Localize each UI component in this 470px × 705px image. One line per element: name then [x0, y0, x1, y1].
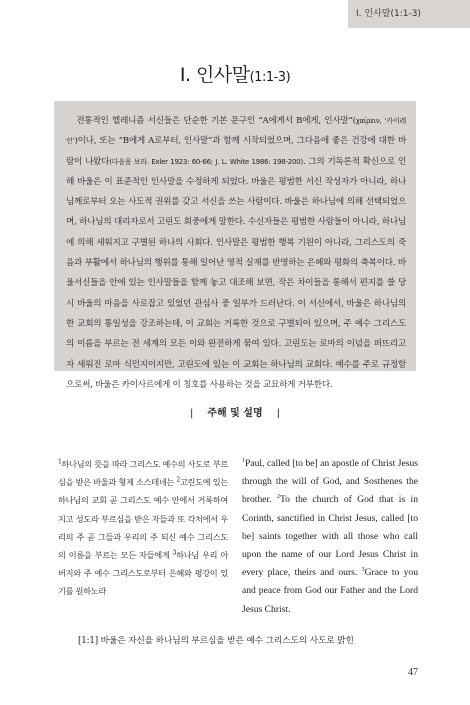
- english-scripture-column: [242, 455, 418, 619]
- heading-bar-right: |: [276, 408, 280, 419]
- english-verse-2: To the church of God that is in Corinth, sanctified in Christ Jesus, called [to be] saints together with all those who call upon the name of our Lord Jesus Christ in every place, theirs and ours.: [242, 494, 418, 579]
- chapter-title-main: I. 인사말: [179, 64, 250, 86]
- intro-greek-word: χαίρειν, ‘카이레인’: [66, 117, 406, 146]
- english-verse-1: Paul, called [to be] an apostle of Christ Jesus through the will of God, and Sosthenes the brother.: [242, 458, 418, 506]
- intro-text-c: . 그의 기독론적 확신으로 인해 바울은 이 표준적인 인사말을 수정하게 되었다. 바울은 평범한 서신 작성자가 아니라, 하나님께로부터 오는 사도적 권위를 갖고 서신을 쓰는 사람이다. 바울은 하나님에 의해 선택되었으며, 하나님의 대리자로서 고린도 회중에게 말한다. 수신자들은 평범한 사람들이 아니라, 하나님에 의해 세워지고 구별된 하나의 사회다. 인사말은 평범한 행복 기원이 아니라, 그리스도의 죽음과 부활에서 하나님의 행위를 통해 일어난 영적 실재를 반영하는 은혜와 평화의 축복이다. 바울서신들을 안에 있는 인사말들을 함께 놓고 대조해 보면, 작은 차이들을 통해서 편지를 쓸 당시 바울의 마음을 사로잡고 있었던 관심사 중 일부가 드러난다. 이 서신에서, 바울은 하나님의 한 교회의 통일성을 강조하는데, 이 교회는 거룩한 것으로 구별되어 있으며, 주 예수 그리스도의 이름을 부르는 전 세계의 모든 이와 완전하게 묶여 있다. 고린도는 로마의 이념을 퍼뜨리고자 세워진 로마 식민지이지만, 고린도에 있는 이 교회는 하나님의 교회다. 예수를 주로 규정함으로써, 바울은 카이사르에게 이 칭호를 사용하는 것을 교묘하게 거부한다.: [66, 156, 406, 390]
- heading-bar-left: |: [189, 408, 194, 419]
- intro-text-b: )이나, 또는 “B에게 A로부터, 인사말”과 함께 시작되었으며, 그다음에 좋은 건강에 대한 바람이 나왔다: [66, 136, 406, 167]
- verse-number: 3: [172, 549, 177, 557]
- page-number: 47: [408, 667, 418, 678]
- verse-number: 1: [242, 457, 245, 464]
- running-header: I. 인사말(1:1-3): [348, 0, 470, 28]
- korean-verse-1: 하나님의 뜻을 따라 그리스도 예수의 사도로 부르심을 받은 바울과 형제 소스데네는: [58, 459, 228, 488]
- korean-verse-2: 고린도에 있는 하나님의 교회 곧 그리스도 예수 안에서 거룩하여지고 성도라 부르심을 받은 자들과 또 각처에서 우리의 주 곧 그들과 우리의 주 되신 예수 그리스도의 이름을 부르는 모든 자들에게: [58, 477, 228, 561]
- verse-number: 2: [176, 476, 180, 484]
- commentary-text: 바울은 자신을 하나님의 부르심을 받은 예수 그리스도의 사도로 밝힌: [100, 636, 354, 646]
- intro-citation: (다음을 보라. Exler 1923: 60-66; J. L. White 1986: 198-200): [109, 157, 303, 166]
- korean-scripture-column: [58, 455, 228, 601]
- korean-verse-3: 하나님 우리 아버지와 주 예수 그리스도로부터 은혜와 평강이 있기를 원하노라: [58, 550, 229, 597]
- english-verse-3: Grace to you and peace from God our Father and the Lord Jesus Christ.: [242, 567, 418, 615]
- section-heading: [0, 404, 470, 419]
- verse-number: 3: [361, 567, 365, 574]
- intro-text-a: 전통적인 헬레니즘 서신들은 단순한 기본 문구인 “A에게서 B에게, 인사말”(: [76, 116, 356, 126]
- commentary-ref: [1:1]: [78, 636, 99, 646]
- intro-box: [54, 101, 416, 390]
- intro-paragraph: [66, 111, 406, 395]
- heading-text: 주해 및 설명: [207, 408, 263, 419]
- verse-number: 2: [276, 494, 280, 501]
- commentary-line: [78, 633, 438, 646]
- verse-number: 1: [58, 458, 62, 466]
- chapter-title: [0, 60, 470, 87]
- chapter-title-sub: (1:1-3): [249, 70, 291, 85]
